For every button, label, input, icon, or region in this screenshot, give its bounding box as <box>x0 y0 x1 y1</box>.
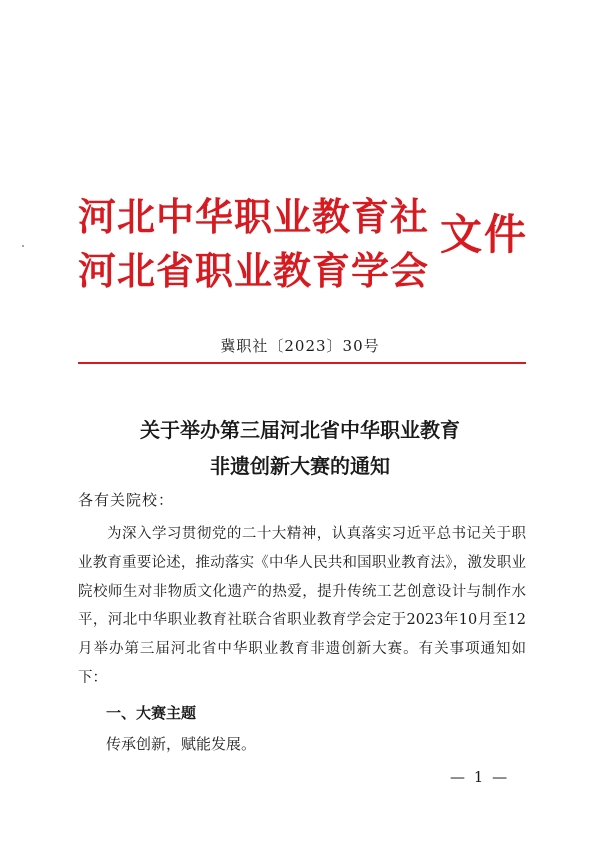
header-org-2: 河北省职业教育学会 <box>78 249 430 293</box>
header-red-rule <box>78 362 526 364</box>
section-heading: 一、大赛主题 <box>106 704 197 722</box>
header-org-names <box>78 190 429 298</box>
header-document-suffix: 文件 <box>440 210 529 259</box>
title-line-2: 非遗创新大赛的通知 <box>210 454 390 478</box>
document-title <box>0 412 600 484</box>
scan-mark <box>22 245 24 247</box>
body-paragraph: 为深入学习贯彻党的二十大精神，认真落实习近平总书记关于职业教育重要论述，推动落实《中华人民共和国职业教育法》，激发职业院校师生对非物质文化遗产的热爱，提升传统工艺创意设计与制作水平，河北中华职业教育社联合省职业教育学会定于2023年10月至12月举办第三届河北省中华职业教育非遗创新大赛。有关事项通知如下： <box>78 526 526 686</box>
section-body: 传承创新，赋能发展。 <box>106 735 257 753</box>
salutation: 各有关院校： <box>78 491 175 509</box>
document-number: 冀职社〔2023〕30号 <box>220 337 380 355</box>
header-org-1: 河北中华职业教育社 <box>78 195 430 239</box>
title-line-1: 关于举办第三届河北省中华职业教育 <box>140 418 460 442</box>
page-number: — 1 — <box>450 768 510 786</box>
